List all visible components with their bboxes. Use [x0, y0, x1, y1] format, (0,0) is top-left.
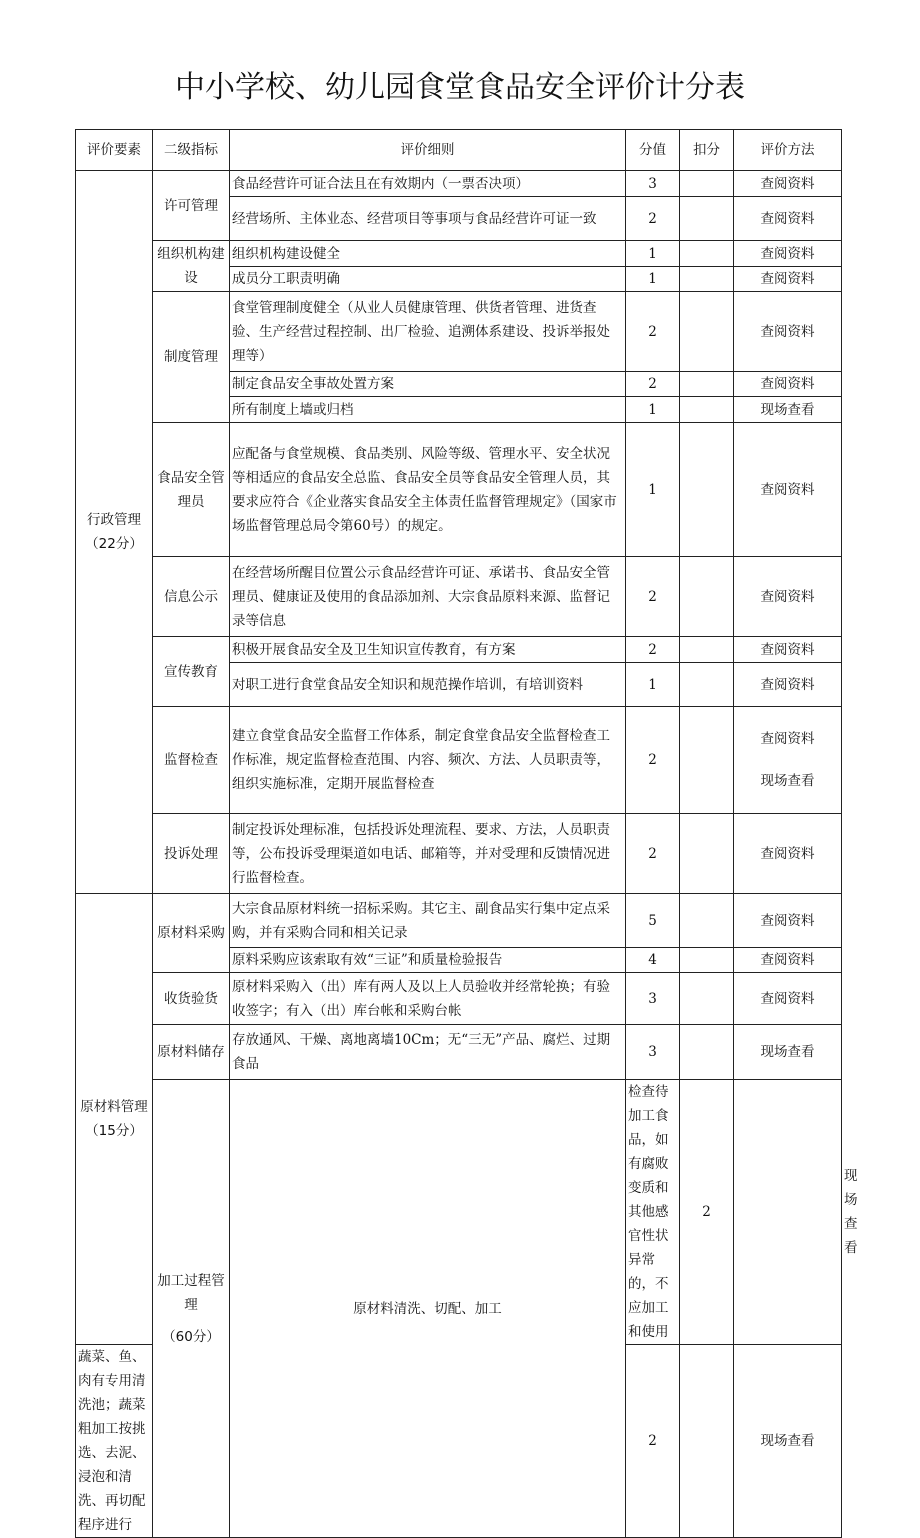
- deduct-cell[interactable]: [680, 1345, 734, 1538]
- indicator-receive: 收货验货: [153, 973, 230, 1025]
- indicator-disclosure: 信息公示: [153, 557, 230, 637]
- score-cell: 2: [626, 1345, 680, 1538]
- section-material: 原材料管理（15分）: [76, 894, 153, 1345]
- table-row: [76, 1025, 842, 1080]
- score-cell: 2: [626, 637, 680, 663]
- detail-cell: 食品经营许可证合法且在有效期内（一票否决项）: [230, 171, 626, 197]
- detail-cell: 食堂管理制度健全（从业人员健康管理、供货者管理、进货查验、生产经营过程控制、出厂检验、追溯体系建设、投诉举报处理等）: [230, 292, 626, 372]
- indicator-org: 组织机构建设: [153, 241, 230, 292]
- table-row: [76, 423, 842, 557]
- table-row: [76, 557, 842, 637]
- section-process: [153, 1080, 230, 1538]
- indicator-storage: 原材料储存: [153, 1025, 230, 1080]
- score-cell: 2: [626, 814, 680, 894]
- deduct-cell[interactable]: [680, 894, 734, 948]
- detail-cell: 原材料采购入（出）库有两人及以上人员验收并经常轮换；有验收签字；有入（出）库台帐和采购台帐: [230, 973, 626, 1025]
- section-name: 加工过程管理: [157, 1272, 225, 1313]
- header-deduct: 扣分: [680, 130, 734, 171]
- table-row: 加工过程管理 （60分） 原材料清洗、切配、加工 检查待加工食品，如有腐败变质和其他感官性状异常的，不应加工和使用 2 现场查看: [76, 1080, 842, 1345]
- indicator-cleaning: 原材料清洗、切配、加工: [230, 1080, 626, 1538]
- header-element: 评价要素: [76, 130, 153, 171]
- method-cell: 查阅资料: [734, 973, 842, 1025]
- table-row: [76, 814, 842, 894]
- deduct-cell[interactable]: [680, 372, 734, 397]
- deduct-cell[interactable]: [680, 557, 734, 637]
- score-cell: 2: [626, 372, 680, 397]
- header-indicator: 二级指标: [153, 130, 230, 171]
- method-cell: 查阅资料: [734, 814, 842, 894]
- method-cell: 查阅资料: [734, 372, 842, 397]
- evaluation-table: [75, 129, 858, 1538]
- table-row: [76, 292, 842, 372]
- deduct-cell[interactable]: [734, 1080, 842, 1345]
- detail-cell: 组织机构建设健全: [230, 241, 626, 267]
- detail-cell: 建立食堂食品安全监督工作体系，制定食堂食品安全监督检查工作标准，规定监督检查范围、内容、频次、方法、人员职责等，组织实施标准，定期开展监督检查: [230, 707, 626, 814]
- indicator-complaint: 投诉处理: [153, 814, 230, 894]
- detail-cell: 积极开展食品安全及卫生知识宣传教育，有方案: [230, 637, 626, 663]
- detail-cell: 成员分工职责明确: [230, 267, 626, 292]
- score-cell: 1: [626, 267, 680, 292]
- deduct-cell[interactable]: [680, 171, 734, 197]
- page-title: 中小学校、幼儿园食堂食品安全评价计分表: [175, 70, 745, 105]
- detail-cell: 原料采购应该索取有效“三证”和质量检验报告: [230, 948, 626, 973]
- method-line: 现场查看: [760, 773, 815, 789]
- deduct-cell[interactable]: [680, 637, 734, 663]
- detail-cell: 存放通风、干燥、离地离墙10Cm；无“三无”产品、腐烂、过期食品: [230, 1025, 626, 1080]
- score-cell: 1: [626, 241, 680, 267]
- deduct-cell[interactable]: [680, 197, 734, 241]
- detail-cell: 大宗食品原材料统一招标采购。其它主、副食品实行集中定点采购，并有采购合同和相关记录: [230, 894, 626, 948]
- detail-cell: 对职工进行食堂食品安全知识和规范操作培训，有培训资料: [230, 663, 626, 707]
- method-cell: 现场查看: [734, 397, 842, 423]
- score-cell: 2: [626, 707, 680, 814]
- method-cell: [734, 707, 842, 814]
- score-cell: 3: [626, 1025, 680, 1080]
- method-cell: 查阅资料: [734, 171, 842, 197]
- deduct-cell[interactable]: [680, 948, 734, 973]
- section-score: （60分）: [162, 1328, 220, 1345]
- detail-cell: 蔬菜、鱼、肉有专用清洗池；蔬菜粗加工按挑选、去泥、浸泡和清洗、再切配程序进行: [76, 1345, 153, 1538]
- detail-cell: 检查待加工食品，如有腐败变质和其他感官性状异常的，不应加工和使用: [626, 1080, 680, 1345]
- deduct-cell[interactable]: [680, 973, 734, 1025]
- method-cell: 查阅资料: [734, 197, 842, 241]
- detail-cell: 在经营场所醒目位置公示食品经营许可证、承诺书、食品安全管理员、健康证及使用的食品添加剂、大宗食品原料来源、监督记录等信息: [230, 557, 626, 637]
- score-cell: 1: [626, 423, 680, 557]
- method-cell: 查阅资料: [734, 241, 842, 267]
- method-cell: 查阅资料: [734, 948, 842, 973]
- score-cell: 1: [626, 663, 680, 707]
- score-cell: 2: [626, 557, 680, 637]
- indicator-purchase: 原材料采购: [153, 894, 230, 973]
- method-cell: 查阅资料: [734, 663, 842, 707]
- detail-cell: 应配备与食堂规模、食品类别、风险等级、管理水平、安全状况等相适应的食品安全总监、食品安全员等食品安全管理人员，其要求应符合《企业落实食品安全主体责任监督管理规定》（国家市场监督管理总局令第60号）的规定。: [230, 423, 626, 557]
- score-cell: 2: [680, 1080, 734, 1345]
- method-cell: 查阅资料: [734, 292, 842, 372]
- method-cell: 查阅资料: [734, 894, 842, 948]
- method-cell: 查阅资料: [734, 267, 842, 292]
- deduct-cell[interactable]: [680, 267, 734, 292]
- indicator-system: 制度管理: [153, 292, 230, 423]
- detail-cell: 所有制度上墙或归档: [230, 397, 626, 423]
- detail-cell: 制定食品安全事故处置方案: [230, 372, 626, 397]
- header-detail: 评价细则: [230, 130, 626, 171]
- table-row: [76, 241, 842, 267]
- score-cell: 2: [626, 197, 680, 241]
- method-line: 查阅资料: [760, 731, 815, 747]
- table-row: [76, 637, 842, 663]
- method-cell: 查阅资料: [734, 637, 842, 663]
- deduct-cell[interactable]: [680, 707, 734, 814]
- deduct-cell[interactable]: [680, 1025, 734, 1080]
- method-cell: 查阅资料: [734, 423, 842, 557]
- score-cell: 3: [626, 973, 680, 1025]
- deduct-cell[interactable]: [680, 814, 734, 894]
- indicator-publicity: 宣传教育: [153, 637, 230, 707]
- indicator-license: 许可管理: [153, 171, 230, 241]
- deduct-cell[interactable]: [680, 292, 734, 372]
- score-cell: 3: [626, 171, 680, 197]
- section-score: （22分）: [85, 536, 143, 552]
- section-name: 行政管理: [87, 512, 141, 528]
- score-cell: 4: [626, 948, 680, 973]
- score-cell: 2: [626, 292, 680, 372]
- deduct-cell[interactable]: [680, 663, 734, 707]
- table-row: [76, 171, 842, 197]
- header-score: 分值: [626, 130, 680, 171]
- indicator-officer: 食品安全管理员: [153, 423, 230, 557]
- method-cell: 查阅资料: [734, 557, 842, 637]
- section-admin: [76, 171, 153, 894]
- score-cell: 5: [626, 894, 680, 948]
- indicator-supervision: 监督检查: [153, 707, 230, 814]
- table-row: [76, 973, 842, 1025]
- table-row: [76, 894, 842, 948]
- method-cell: 现场查看: [734, 1345, 842, 1538]
- deduct-cell[interactable]: [680, 397, 734, 423]
- detail-cell: 制定投诉处理标准，包括投诉处理流程、要求、方法，人员职责等，公布投诉受理渠道如电话、邮箱等，并对受理和反馈情况进行监督检查。: [230, 814, 626, 894]
- detail-cell: 经营场所、主体业态、经营项目等事项与食品经营许可证一致: [230, 197, 626, 241]
- deduct-cell[interactable]: [680, 423, 734, 557]
- deduct-cell[interactable]: [680, 241, 734, 267]
- header-row: [76, 130, 842, 171]
- header-method: 评价方法: [734, 130, 842, 171]
- table-row: [76, 707, 842, 814]
- method-cell: 现场查看: [734, 1025, 842, 1080]
- score-cell: 1: [626, 397, 680, 423]
